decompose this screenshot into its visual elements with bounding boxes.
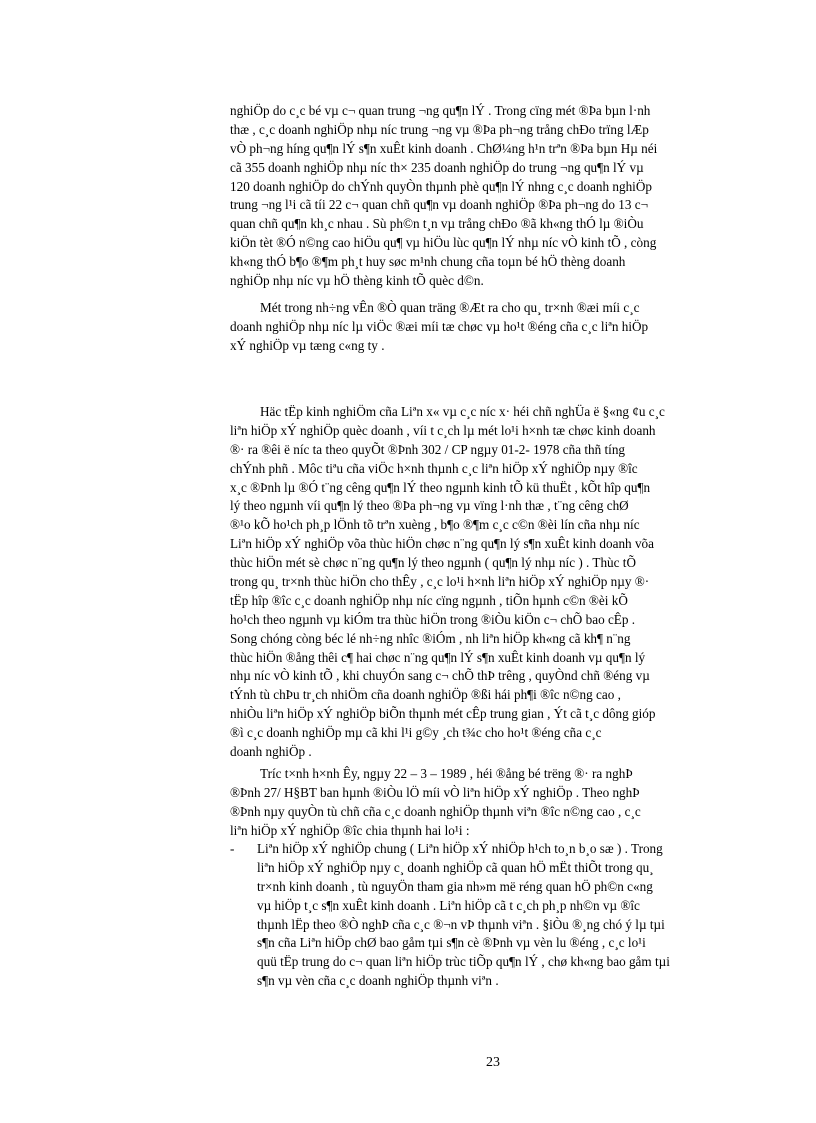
text-line: Tríc t×nh h×nh Êy, ngµy 22 – 3 – 1989 , héi ®ång bé trëng ®· ra nghÞ: [260, 766, 633, 781]
text-line: trung ¬ng l¹i cã tíi 22 c¬ quan chñ qu¶n vµ doanh nghiÖp ®Þa ph¬ng do 13 c¬: [230, 197, 649, 213]
text-line: s¶n vµ vèn cña c¸c doanh nghiÖp thµnh viªn .: [257, 973, 499, 989]
text-line: thùc hiÖn ®ång thêi c¶ hai chøc n¨ng qu¶n lÝ s¶n xuÊt kinh doanh vµ qu¶n lý: [230, 649, 646, 665]
text-line: cã 355 doanh nghiÖp nhµ níc th× 235 doanh nghiÖp do trung ¬ng qu¶n lÝ vµ: [230, 159, 644, 175]
list-item: [230, 840, 760, 859]
page-number: 23: [486, 1055, 500, 1070]
text-line: nhiÒu liªn hiÖp xÝ nghiÖp biÕn thµnh mét cÊp trung gian , Ýt cã t¸c dông gióp: [230, 706, 656, 722]
text-line: kiÖn tèt ®Ó n©ng cao hiÖu qu¶ vµ hiÖu lùc qu¶n lÝ nhµ níc vÒ kinh tÕ , còng: [230, 235, 657, 251]
text-line: liªn hiÖp xÝ nghiÖp nµy c¸ doanh nghiÖp cã quan hÖ mËt thiÕt trong qu¸: [257, 859, 654, 875]
text-line: s¶n cña Liªn hiÖp chØ bao gåm tµi s¶n cè ®Þnh vµ vèn lu ®éng , c¸c lo¹i: [257, 935, 646, 951]
text-line: 120 doanh nghiÖp do chÝnh quyÒn thµnh phè qu¶n lÝ nhng c¸c doanh nghiÖp: [230, 178, 652, 194]
paragraph-continuation: [230, 102, 760, 291]
text-line: ®Þnh nµy quyÒn tù chñ cña c¸c doanh nghiÖp thµnh viªn ®îc n©ng cao , c¸c: [230, 803, 641, 819]
text-line: Häc tËp kinh nghiÖm cña Liªn x« vµ c¸c níc x· héi chñ nghÜa ë §«ng ¢u c¸c: [260, 404, 665, 419]
text-line: vÒ ph¬ng híng qu¶n lÝ s¶n xuÊt kinh doanh . ChØ¼ng h¹n trªn ®Þa bµn Hµ néi: [230, 140, 658, 156]
text-line: ®· ra ®êi ë níc ta theo quyÕt ®Þnh 302 / CP ngµy 01-2- 1978 cña thñ tíng: [230, 441, 626, 457]
text-line: Mét trong nh÷ng vÊn ®Ò quan träng ®Æt ra cho qu¸ tr×nh ®æi míi c¸c: [260, 300, 640, 315]
text-line: x¸c ®Þnh lµ ®Ó t¨ng cêng qu¶n lÝ theo ngµnh kinh tÕ kü thuËt , kÕt hîp qu¶n: [230, 479, 651, 495]
text-line: Song chóng còng béc lé nh÷ng nhîc ®iÓm , nh liªn hiÖp kh«ng cã kh¶ n¨ng: [230, 630, 631, 646]
text-line: trong qu¸ tr×nh thùc hiÖn cho thÊy , c¸c lo¹i h×nh liªn hiÖp xÝ nghiÖp nµy ®·: [230, 574, 650, 590]
text-line: xÝ nghiÖp vµ tæng c«ng ty .: [230, 337, 385, 353]
paragraph-decree: [230, 765, 760, 841]
text-line: Liªn hiÖp xÝ nghiÖp võa thùc hiÖn chøc n¨ng qu¶n lý s¶n xuÊt kinh doanh võa: [230, 536, 654, 552]
text-line: thµnh lËp theo ®Ò nghÞ cña c¸c ®¬n vÞ thµnh viªn . §iÒu ®¸ng chó ý lµ tµi: [257, 916, 665, 932]
bullet-list: [230, 840, 760, 991]
text-line: doanh nghiÖp nhµ níc lµ viÖc ®æi míi tæ chøc vµ ho¹t ®éng cña c¸c liªn hiÖp: [230, 318, 649, 334]
text-line: nhµ níc vÒ kinh tÕ , khi chuyÓn sang c¬ chÕ thÞ trêng , quyÒnd chñ ®éng vµ: [230, 668, 650, 684]
text-line: ®ì c¸c doanh nghiÖp mµ cã khi l¹i g©y ¸ch t¾c cho ho¹t ®éng cña c¸c: [230, 725, 602, 741]
text-line: chÝnh phñ . Môc tiªu cña viÖc h×nh thµnh c¸c liªn hiÖp xÝ nghiÖp nµy ®îc: [230, 460, 638, 476]
text-line: quü tËp trung do c¬ quan liªn hiÖp trùc tiÕp qu¶n lÝ , chø kh«ng bao gåm tµi: [257, 954, 670, 970]
paragraph-history: [230, 403, 760, 762]
list-item-text: Liªn hiÖp xÝ nghiÖp chung ( Liªn hiÖp xÝ nhiÖp h¹ch to¸n b¸o sæ ) . Trong: [257, 841, 663, 856]
text-line: tËp hîp ®îc c¸c doanh nghiÖp nhµ níc cïng ngµnh , tiÕn hµnh c©n ®èi kÕ: [230, 592, 628, 608]
text-line: nghiÖp nhµ níc vµ hÖ thèng kinh tÕ quèc d©n.: [230, 273, 484, 289]
text-line: lý theo ngµnh víi qu¶n lý theo ®Þa ph¬ng vµ vïng l·nh thæ , t¨ng cêng chØ: [230, 498, 629, 514]
text-line: thùc hiÖn mét sè chøc n¨ng qu¶n lý theo ngµnh ( qu¶n lý nhµ níc ) . Thùc tÕ: [230, 555, 636, 571]
bullet-marker: -: [230, 841, 235, 856]
text-line: ®¹o kÕ ho¹ch ph¸p lÖnh tõ trªn xuèng , b¶o ®¶m c¸c c©n ®èi lín cña nhµ níc: [230, 517, 640, 533]
text-line: doanh nghiÖp .: [230, 744, 312, 760]
text-line: tÝnh tù chÞu tr¸ch nhiÖm cña doanh nghiÖp ®ßi hái ph¶i ®îc n©ng cao ,: [230, 687, 621, 703]
text-line: tr×nh kinh doanh , tù nguyÖn tham gia nh»m më réng quan hÖ ph©n c«ng: [257, 878, 653, 894]
text-line: kh«ng thÓ b¶o ®¶m ph¸t huy søc m¹nh chung cña toµn bé hÖ thèng doanh: [230, 254, 626, 270]
text-line: liªn hiÖp xÝ nghiÖp ®îc chia thµnh hai lo¹i :: [230, 822, 470, 838]
paragraph-issue: [230, 299, 760, 356]
text-line: nghiÖp do c¸c bé vµ c¬ quan trung ¬ng qu¶n lÝ . Trong cïng mét ®Þa bµn l·nh: [230, 103, 651, 118]
text-line: thæ , c¸c doanh nghiÖp nhµ níc trung ¬ng vµ ®Þa ph¬ng trång chÐo trïng lÆp: [230, 121, 649, 137]
text-line: ho¹ch theo ngµnh vµ kiÓm tra thùc hiÖn trong ®iÒu kiÖn c¬ chÕ bao cÊp .: [230, 611, 636, 627]
text-line: quan chñ qu¶n kh¸c nhau . Sù ph©n t¸n vµ trång chÐo ®ã kh«ng thÓ lµ ®iÒu: [230, 216, 644, 232]
text-line: vµ hiÖp t¸c s¶n xuÊt kinh doanh . Liªn hiÖp cã t c¸ch ph¸p nh©n vµ ®îc: [257, 897, 640, 913]
text-line: ®Þnh 27/ H§BT ban hµnh ®iÒu lÖ míi vÒ liªn hiÖp xÝ nghiÖp . Theo nghÞ: [230, 784, 640, 800]
text-line: liªn hiÖp xÝ nghiÖp quèc doanh , víi t c¸ch lµ mét lo¹i h×nh tæ chøc kinh doanh: [230, 422, 656, 438]
